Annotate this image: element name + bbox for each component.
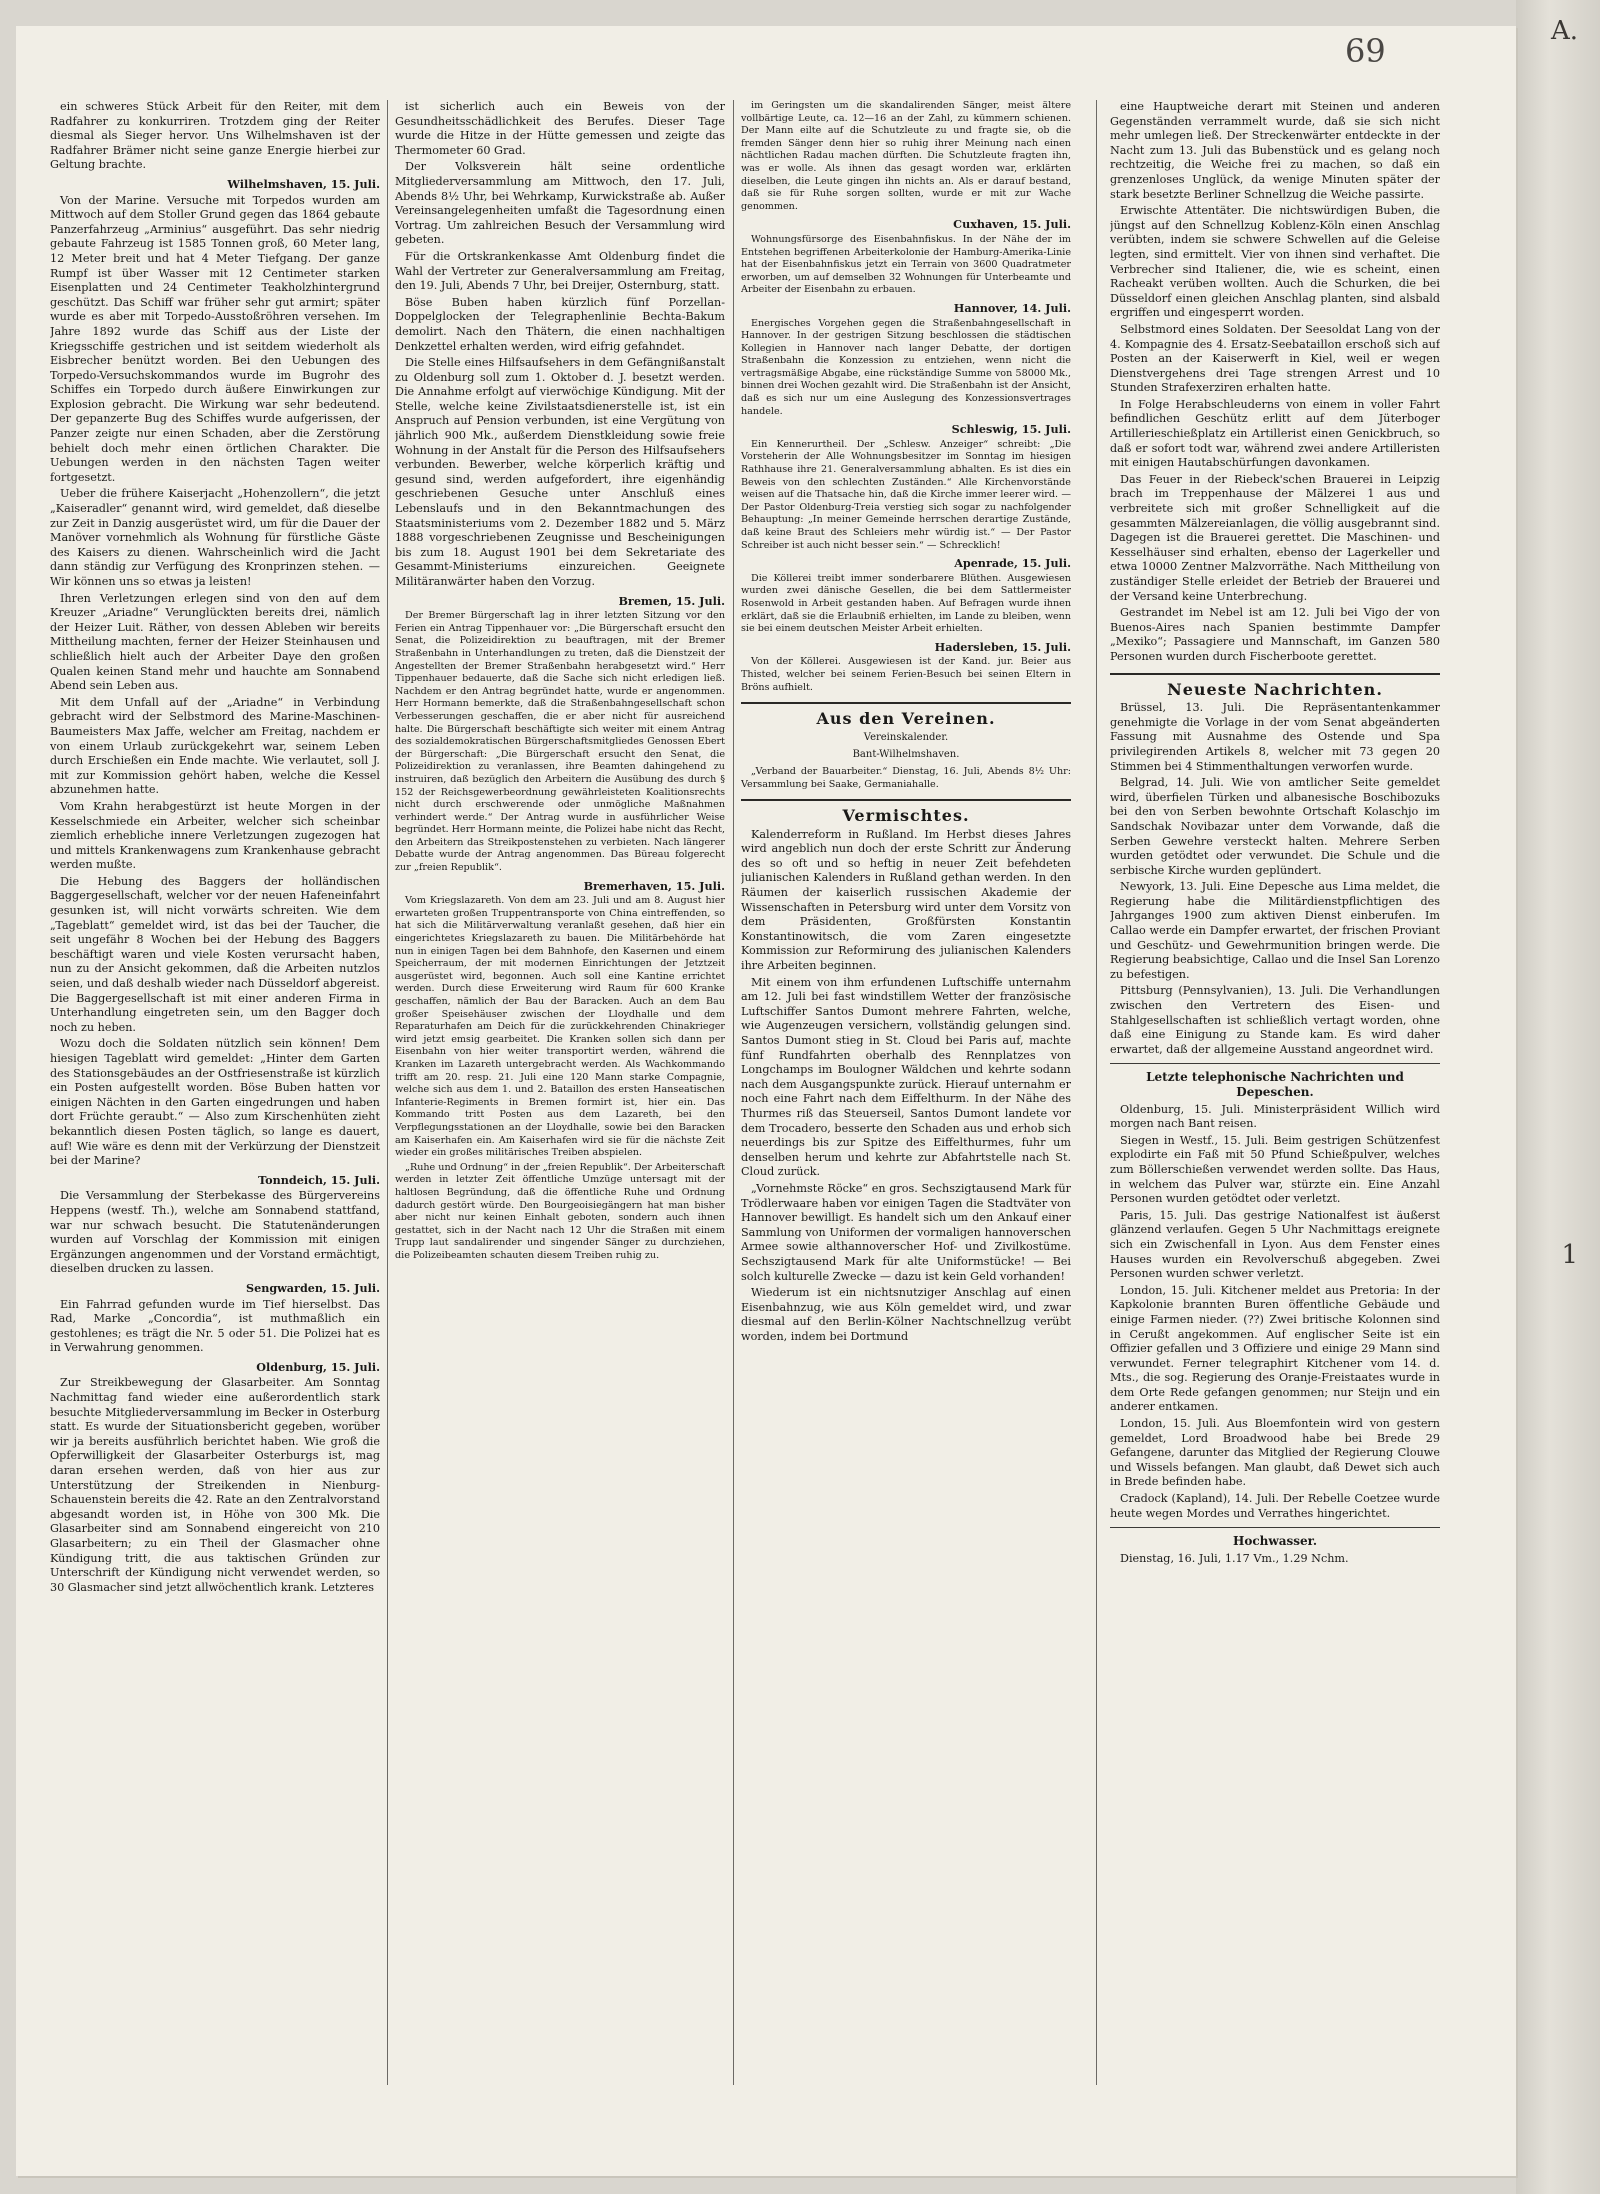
subheading: Bant-Wilhelmshaven.	[852, 749, 960, 761]
section-rule	[1110, 1527, 1440, 1528]
dateline: Oldenburg, 15. Juli.	[256, 1359, 380, 1374]
column-4	[1110, 100, 1440, 2085]
article-paragraph: „Ruhe und Ordnung“ in der „freien Republik“. Der Arbeiterschaft werden in letzter Zeit öffentliche Umzüge untersagt mit der haltlosen Begründung, daß die öffentliche Ruhe und Ordnung dadurch gestört würde. Den Bourgeoisiegängern hat man bisher aber nicht nur keinen Einhalt geboten, sondern auch ihnen gestattet, sich in der Nacht nach 12 Uhr die Straßen mit einem Trupp laut sandalirender und singender Sänger zu durchziehen, die Polizeibeamten schauten diesem Treiben ruhig zu.	[395, 1161, 725, 1261]
section-heading: Neueste Nachrichten.	[1167, 679, 1383, 699]
section-rule	[1110, 673, 1440, 675]
article-paragraph: Newyork, 13. Juli. Eine Depesche aus Lima meldet, die Regierung habe die Militärdienstpflichtigen des Jahrganges 1900 zum aktiven Dienst einberufen. Im Callao werde ein Dampfer erwartet, der frischen Proviant und Geschütz- und Gewehrmunition bringen werde. Die Regierung beabsichtige, Callao und die Insel San Lorenzo zu befestigen.	[1110, 880, 1440, 981]
article-paragraph: Gestrandet im Nebel ist am 12. Juli bei Vigo der von Buenos-Aires nach Spanien bestimmte Dampfer „Mexiko“; Passagiere und Mannschaft, im Ganzen 580 Personen wurden durch Fischerboote gerettet.	[1110, 606, 1440, 663]
column-divider	[1096, 100, 1097, 2085]
article-paragraph: Ein Fahrrad gefunden wurde im Tief hierselbst. Das Rad, Marke „Concordia“, ist muthmaßlich ein gestohlenes; es trägt die Nr. 5 oder 51. Die Polizei hat es in Verwahrung genommen.	[50, 1297, 380, 1355]
article-paragraph: Mit dem Unfall auf der „Ariadne“ in Verbindung gebracht wird der Selbstmord des Marine-Maschinen-Baumeisters Max Jaffe, welcher am Freitag, nachdem er von einem Urlaub zurückgekehrt war, seinem Leben durch Erschießen ein Ende machte. Wie verlautet, soll J. mit zur Kommission gehört haben, welche die Kessel abzunehmen hatte.	[50, 695, 380, 797]
article-paragraph: Böse Buben haben kürzlich fünf Porzellan-Doppelglocken der Telegraphenlinie Bechta-Bakum demolirt. Nach den Thätern, die einen nachhaltigen Denkzettel erhalten werden, wird eifrig gefahndet.	[395, 295, 725, 353]
page-number: 69	[1345, 32, 1386, 70]
column-2	[395, 100, 725, 2085]
article-paragraph: Oldenburg, 15. Juli. Ministerpräsident Willich wird morgen nach Bant reisen.	[1110, 1102, 1440, 1131]
article-paragraph: Ein Kennerurtheil. Der „Schlesw. Anzeiger“ schreibt: „Die Vorsteherin der Alle Wohnungsbesitzer im Sonntag im hiesigen Rathhause ihre 21. Generalversammlung abhalten. Es ist dies ein Beweis von den schlechten Zuständen.“ Alle Kirchenvorstände weisen auf die Thatsache hin, daß die Kirche immer leerer wird. — Der Pastor Oldenburg-Treia verstieg sich sogar zu nachfolgender Behauptung: „In meiner Gemeinde herrschen derartige Zustände, daß keine Braut des Schleiers mehr würdig ist.“ — Der Pastor Schreiber ist auch nicht besser sein.“ — Schrecklich!	[741, 438, 1071, 551]
section-heading: Vermischtes.	[842, 806, 970, 826]
dateline: Sengwarden, 15. Juli.	[246, 1280, 380, 1295]
article-paragraph: Wiederum ist ein nichtsnutziger Anschlag auf einen Eisenbahnzug, wie aus Köln gemeldet wird, und zwar diesmal auf den Berlin-Kölner Nachtschnellzug verübt worden, indem bei Dortmund	[741, 1286, 1071, 1343]
article-paragraph: Die Versammlung der Sterbekasse des Bürgervereins Heppens (westf. Th.), welche am Sonnabend stattfand, war nur schwach besucht. Die Statutenänderungen wurden auf Vorschlag der Kommission mit einigen Ergänzungen angenommen und der Vorstand ermächtigt, dieselben drucken zu lassen.	[50, 1189, 380, 1276]
article-paragraph: In Folge Herabschleuderns von einem in voller Fahrt befindlichen Geschütz erlitt auf dem Jüterboger Artillerieschießplatz ein Artillerist einen Genickbruch, so daß er sofort todt war, während zwei andere Artilleristen mit einigen Hautabschürfungen davonkamen.	[1110, 397, 1440, 470]
article-paragraph: Kalenderreform in Rußland. Im Herbst dieses Jahres wird angeblich nun doch der erste Schritt zur Änderung des so oft und so heftig in neuer Zeit befehdeten julianischen Kalenders in Rußland gethan werden. In den Räumen der kaiserlich russischen Akademie der Wissenschaften in Petersburg wird unter dem Vorsitz von dem Präsidenten, Großfürsten Konstantin Konstantinowitsch, die vom Zaren eingesetzte Kommission zur Reformirung des julianischen Kalenders ihre Arbeiten beginnen.	[741, 827, 1071, 973]
section-heading: Aus den Vereinen.	[816, 709, 996, 729]
article-paragraph: Für die Ortskrankenkasse Amt Oldenburg findet die Wahl der Vertreter zur Generalversammlung am Freitag, den 19. Juli, Abends 7 Uhr, bei Dreijer, Osternburg, statt.	[395, 249, 725, 293]
edge-mark-mid: 1	[1561, 1240, 1578, 1270]
subsection-heading: Hochwasser.	[1232, 1534, 1318, 1549]
article-paragraph: Der Bremer Bürgerschaft lag in ihrer letzten Sitzung vor den Ferien ein Antrag Tippenhauer vor: „Die Bürgerschaft ersucht den Senat, die Polizeidirektion zu beauftragen, mit der Bremer Straßenbahn in Unterhandlungen zu treten, daß die Dienstzeit der Angestellten der Bremer Straßenbahn herabgesetzt wird.“ Herr Tippenhauer bedauerte, daß die Sache sich nicht erledigen ließ. Nachdem er den Antrag begründet hatte, wurde er angenommen. Herr Hormann bemerkte, daß die Straßenbahngesellschaft schon Verbesserungen geschaffen, die er aber nicht für ausreichend halte. Die Bürgerschaft beschäftigte sich weiter mit einem Antrag des sozialdemokratischen Bürgerschaftsmitgliedes Genossen Ebert der Bürgerschaft: „Die Bürgerschaft ersucht den Senat, die Polizeidirektion zu veranlassen, ihre Beamten dahingehend zu instruiren, daß bezüglich den Arbeitern die Ausübung des durch § 152 der Reichsgewerbeordnung gewährleisteten Koalitionsrechts nicht durch erschwerende oder unmögliche Maßnahmen verhindert werde.“ Der Antrag wurde in ausführlicher Weise begründet. Herr Hormann meinte, die Polizei habe nicht das Recht, den Arbeitern das Streikpostenstehen zu verbieten. Nach längerer Debatte wurde der Antrag angenommen. Das Büreau folgerecht zur „freien Republik“.	[395, 610, 725, 874]
dateline: Schleswig, 15. Juli.	[951, 422, 1071, 437]
article-paragraph: Ihren Verletzungen erlegen sind von den auf dem Kreuzer „Ariadne“ Verunglückten bereits drei, nämlich der Heizer Luit. Räther, von dessen Ableben wir bereits Mittheilung machten, ferner der Heizer Steinhausen und schließlich hielt auch der Arbeiter Daye den großen Qualen keinen Stand mehr und hauchte am Sonnabend Abend sein Leben aus.	[50, 591, 380, 693]
article-paragraph: ein schweres Stück Arbeit für den Reiter, mit dem Radfahrer zu konkurriren. Trotzdem ging der Reiter diesmal als Sieger hervor. Uns Wilhelmshaven ist der Radfahrer Brämer nicht seine ganze Energie hierbei zur Geltung brachte.	[50, 100, 380, 172]
article-paragraph: „Verband der Bauarbeiter.“ Dienstag, 16. Juli, Abends 8½ Uhr: Versammlung bei Saake, Germaniahalle.	[741, 765, 1071, 790]
edge-mark-top: A.	[1550, 16, 1578, 46]
article-paragraph: Erwischte Attentäter. Die nichtswürdigen Buben, die jüngst auf den Schnellzug Koblenz-Köln einen Anschlag verübten, indem sie schwere Schwellen auf die Geleise legten, sind ermittelt. Vier von ihnen sind verhaftet. Die Verbrecher sind Italiener, die, wie es scheint, einen Racheakt verüben wollten. Auch die Schurken, die bei Düsseldorf einen gleichen Anschlag planten, sind alsbald ergriffen und eingesperrt worden.	[1110, 204, 1440, 320]
column-1	[50, 100, 380, 2085]
dateline: Tonndeich, 15. Juli.	[258, 1172, 380, 1187]
column-3	[741, 100, 1071, 2085]
article-paragraph: Die Hebung des Baggers der holländischen Baggergesellschaft, welcher vor der neuen Hafeneinfahrt gesunken ist, will nicht vorwärts schreiten. Wie dem „Tageblatt“ gemeldet wird, ist das bei der Taucher, die seit ungefähr 8 Wochen bei der Hebung des Baggers beschäftigt waren und viele Kosten verursacht haben, nun zu der Ansicht gekommen, daß die Arbeiten nutzlos seien, und daß deshalb wieder nach Düsseldorf abgereist. Die Baggergesellschaft ist mit einer anderen Firma in Unterhandlung eingetreten sein, um den Bagger doch noch zu heben.	[50, 874, 380, 1034]
article-paragraph: Mit einem von ihm erfundenen Luftschiffe unternahm am 12. Juli bei fast windstillem Wetter der französische Luftschiffer Santos Dumont mehrere Fahrten, welche, wie Augenzeugen versichern, vollständig gelungen sind. Santos Dumont stieg in St. Cloud bei Paris auf, machte fünf Rundfahrten oberhalb des Rennplatzes von Longchamps im Boulogner Wäldchen und kehrte sodann nach dem Ausgangspunkte zurück. Hierauf unternahm er noch eine Fahrt nach dem Eiffelthurm. In der Nähe des Thurmes riß das Steuerseil, Santos Dumont landete vor dem Trocadero, besserte den Schaden aus und erhob sich neuerdings bis zur Spitze des Eiffelthurmes, fuhr um denselben herum und kehrte zur Abfahrtstelle nach St. Cloud zurück.	[741, 975, 1071, 1179]
article-paragraph: „Vornehmste Röcke“ en gros. Sechszigtausend Mark für Trödlerwaare haben vor einigen Tagen die Stadtväter von Hannover bewilligt. Es handelt sich um den Ankauf einer Sammlung von Uniformen der vormaligen hannoverschen Armee sowie althannoverscher Hof- und Zivilkostüme. Sechszigtausend Mark für alte Uniformstücke! — Bei solch kulturelle Zwecke — dazu ist kein Geld vorhanden!	[741, 1181, 1071, 1283]
article-paragraph: im Geringsten um die skandalirenden Sänger, meist ältere vollbärtige Leute, ca. 12—16 an der Zahl, zu kümmern schienen. Der Mann eilte auf die Schutzleute zu und fragte sie, ob die fremden Sänger denn hier so ruhig ihrer Meinung nach einen nächtlichen Radau machen dürften. Die Schutzleute fragten ihn, was er wolle. Als ihnen das gesagt worden war, erklärten dieselben, die Leute gingen ihn nichts an. Als er darauf bestand, daß sie für Ruhe sorgen sollten, wurde er mit zur Wache genommen.	[741, 100, 1071, 212]
article-paragraph: Pittsburg (Pennsylvanien), 13. Juli. Die Verhandlungen zwischen den Vertretern des Eisen- und Stahlgesellschaften ist schließlich vertagt worden, ohne daß eine Einigung zu Stande kam. Es wird daher erwartet, daß der allgemeine Ausstand angeordnet wird.	[1110, 984, 1440, 1056]
article-paragraph: London, 15. Juli. Kitchener meldet aus Pretoria: In der Kapkolonie brannten Buren öffentliche Gebäude und einige Farmen nieder. (??) Zwei britische Kolonnen sind in Cerußt angekommen. Auf englischer Seite ist ein Offizier gefallen und 3 Offiziere und einige 29 Mann sind verwundet. Ferner telegraphirt Kitchener vom 14. d. Mts., die sog. Regierung des Oranje-Freistaates wurde in dem Orte Rede gefangen genommen; nur Steijn und ein anderer entkamen.	[1110, 1283, 1440, 1414]
article-paragraph: Wozu doch die Soldaten nützlich sein können! Dem hiesigen Tageblatt wird gemeldet: „Hinter dem Garten des Stationsgebäudes an der Ostfriesenstraße ist kürzlich ein Posten aufgestellt worden. Böse Buben hatten vor einigen Nächten in den Garten eingedrungen und haben dort Früchte geraubt.“ — Also zum Kirschenhüten zieht bekanntlich diesen Posten täglich, so lange es dauert, auf! Wie wäre es denn mit der Verkürzung der Dienstzeit bei der Marine?	[50, 1037, 380, 1168]
article-paragraph: Dienstag, 16. Juli, 1.17 Vm., 1.29 Nchm.	[1120, 1551, 1349, 1565]
page-edge	[1516, 0, 1600, 2194]
article-paragraph: ist sicherlich auch ein Beweis von der Gesundheitsschädlichkeit des Berufes. Dieser Tage wurde die Hitze in der Hütte gemessen und zeigte das Thermometer 60 Grad.	[395, 100, 725, 157]
subsection-heading: Letzte telephonische Nachrichten und Depeschen.	[1146, 1070, 1404, 1099]
article-paragraph: Zur Streikbewegung der Glasarbeiter. Am Sonntag Nachmittag fand wieder eine außerordentlich stark besuchte Mitgliederversammlung im Becker in Osterburg statt. Es wurde der Situationsbericht gegeben, worüber wir ja bereits ausführlich berichtet haben. Wie groß die Opferwilligkeit der Glasarbeiter Osterburgs ist, mag daran ersehen werden, daß von hier aus zur Unterstützung der Streikenden in Nienburg-Schauenstein bereits die 42. Rate an den Zentralvorstand abgesandt worden ist, in Höhe von 300 Mk. Die Glasarbeiter sind am Sonnabend eingereicht von 210 Glasarbeitern; zu ein Theil der Glasmacher ohne Kündigung tritt, die aus taktischen Gründen zur Unterschrift der Kündigung nicht verwendet werden, so 30 Glasmacher sind jetzt allwöchentlich krank. Letzteres	[50, 1376, 380, 1594]
article-paragraph: Siegen in Westf., 15. Juli. Beim gestrigen Schützenfest explodirte ein Faß mit 50 Pfund Schießpulver, welches zum Böllerschießen verwendet werden sollte. Das Haus, in welchem das Pulver war, stürzte ein. Eine Anzahl Personen wurden getödtet oder verletzt.	[1110, 1133, 1440, 1206]
article-paragraph: Belgrad, 14. Juli. Wie von amtlicher Seite gemeldet wird, überfielen Türken und albanesische Boschibozuks bei den von Serben bewohnte Ortschaft Kolaschjo im Sandschak Novibazar unter dem Vorwande, daß die Serben Gewehre versteckt halten. Mehrere Serben wurden getödtet oder verwundet. Die Schule und die serbische Kirche wurden geplündert.	[1110, 776, 1440, 877]
article-paragraph: Die Köllerei treibt immer sonderbarere Blüthen. Ausgewiesen wurden zwei dänische Gesellen, die bei dem Sattlermeister Rosenwold in Arbeit gestanden haben. Auf Befragen wurde ihnen erklärt, daß sie die Erlaubniß erhielten, im Lande zu bleiben, wenn sie bei einem deutschen Meister Arbeit erhielten.	[741, 572, 1071, 635]
article-paragraph: eine Hauptweiche derart mit Steinen und anderen Gegenständen verrammelt wurde, daß sie sich nicht mehr umlegen ließ. Der Streckenwärter entdeckte in der Nacht zum 13. Juli das Bubenstück und es gelang noch rechtzeitig, die Weiche frei zu machen, so daß ein grenzenloses Unglück, da wenige Minuten später der stark besetzte Berliner Schnellzug die Weiche passirte.	[1110, 100, 1440, 201]
subheading: Vereinskalender.	[863, 731, 949, 743]
dateline: Hadersleben, 15. Juli.	[934, 639, 1071, 654]
article-paragraph: Das Feuer in der Riebeck'schen Brauerei in Leipzig brach im Treppenhause der Mälzerei 1 aus und verbreitete sich mit großer Schnelligkeit auf die gesammten Mälzereianlagen, die völlig ausgebrannt sind. Dagegen ist die Brauerei gerettet. Die Maschinen- und Kesselhäuser sind erhalten, ebenso der Lagerkeller und etwa 10000 Zentner Malzvorräthe. Nach Mittheilung von zuständiger Stelle erleidet der Betrieb der Brauerei und der Versand keine Unterbrechung.	[1110, 472, 1440, 603]
article-paragraph: Selbstmord eines Soldaten. Der Seesoldat Lang von der 4. Kompagnie des 4. Ersatz-Seebataillon erschoß sich auf Posten an der Kaiserwerft in Kiel, weil er wegen Dienstvergehens drei Tage strengen Arrest und 10 Stunden Strafexerziren erhalten hatte.	[1110, 322, 1440, 395]
dateline: Bremerhaven, 15. Juli.	[583, 878, 725, 893]
dateline: Cuxhaven, 15. Juli.	[953, 217, 1071, 232]
dateline: Apenrade, 15. Juli.	[954, 556, 1071, 571]
article-paragraph: Paris, 15. Juli. Das gestrige Nationalfest ist äußerst glänzend verlaufen. Gegen 5 Uhr Nachmittags ereignete sich ein Zwischenfall in Lyon. Aus dem Fenster eines Hauses wurden ein Revolverschuß abgegeben. Zwei Personen wurden schwer verletzt.	[1110, 1208, 1440, 1281]
article-paragraph: Die Stelle eines Hilfsaufsehers in dem Gefängnißanstalt zu Oldenburg soll zum 1. Oktober d. J. besetzt werden. Die Annahme erfolgt auf vierwöchige Kündigung. Mit der Stelle, welche keine Zivilstaatsdienerstelle ist, ist ein Anspruch auf Pension verbunden, ist eine Vergütung von jährlich 900 Mk., außerdem Dienstkleidung sowie freie Wohnung in der Anstalt für die Person des Hilfsaufsehers verbunden. Bewerber, welche körperlich kräftig und gesund sind, werden aufgefordert, ihre eigenhändig geschriebenen Gesuche unter Anschluß eines Lebenslaufs und in den Bekanntmachungen des Staatsministeriums vom 2. Dezember 1882 und 5. März 1888 vorgeschriebenen Zeugnisse und Bescheinigungen bis zum 18. August 1901 bei dem Sekretariate des Gesammt-Ministeriums einzureichen. Geeignete Militäranwärter haben den Vorzug.	[395, 356, 725, 588]
section-rule	[741, 799, 1071, 801]
section-rule	[1110, 1063, 1440, 1064]
article-paragraph: London, 15. Juli. Aus Bloemfontein wird von gestern gemeldet, Lord Broadwood habe bei Brede 29 Gefangene, darunter das Mitglied der Regierung Clouwe und Wissels befangen. Man glaubt, daß Dewet sich auch in Brede befinden habe.	[1110, 1417, 1440, 1489]
article-paragraph: Ueber die frühere Kaiserjacht „Hohenzollern“, die jetzt „Kaiseradler“ genannt wird, wird gemeldet, daß dieselbe zur Zeit in Danzig ausgerüstet wird, um für die Dauer der Manöver vornehmlich als Wohnung für fürstliche Gäste des Kaisers zu dienen. Wahrscheinlich wird die Jacht dann ständig zur Verfügung des Kronprinzen stehen. — Wir können uns so etwas ja leisten!	[50, 487, 380, 588]
columns	[50, 100, 1445, 2085]
article-paragraph: Cradock (Kapland), 14. Juli. Der Rebelle Coetzee wurde heute wegen Mordes und Verrathes hingerichtet.	[1110, 1492, 1440, 1520]
column-divider	[387, 100, 388, 2085]
dateline: Wilhelmshaven, 15. Juli.	[227, 176, 380, 191]
article-paragraph: Brüssel, 13. Juli. Die Repräsentantenkammer genehmigte die Vorlage in der vom Senat abgeänderten Fassung mit Ausnahme des Ostende und Spa privilegirenden Artikels 8, welcher mit 73 gegen 20 Stimmen bei 4 Stimmenthaltungen verworfen wurde.	[1110, 701, 1440, 773]
article-paragraph: Der Volksverein hält seine ordentliche Mitgliederversammlung am Mittwoch, den 17. Juli, Abends 8½ Uhr, bei Wehrkamp, Kurwickstraße ab. Außer Vereinsangelegenheiten umfaßt die Tagesordnung einen Vortrag. Um zahlreichen Besuch der Versammlung wird gebeten.	[395, 160, 725, 247]
article-paragraph: Vom Krahn herabgestürzt ist heute Morgen in der Kesselschmiede ein Arbeiter, welcher sich scheinbar ziemlich erhebliche innere Verletzungen zugezogen hat und mittels Krankenwagens zum Krankenhause gebracht werden mußte.	[50, 799, 380, 872]
article-paragraph: Von der Köllerei. Ausgewiesen ist der Kand. jur. Beier aus Thisted, welcher bei seinem Ferien-Besuch bei seinen Eltern in Bröns aufhielt.	[741, 656, 1071, 693]
article-paragraph: Wohnungsfürsorge des Eisenbahnfiskus. In der Nähe der im Entstehen begriffenen Arbeiterkolonie der Hamburg-Amerika-Linie hat der Eisenbahnfiskus jetzt ein Terrain von 3600 Quadratmeter erworben, um auf demselben 32 Wohnungen für Unterbeamte und Arbeiter der Eisenbahn zu erbauen.	[741, 233, 1071, 296]
article-paragraph: Energisches Vorgehen gegen die Straßenbahngesellschaft in Hannover. In der gestrigen Sitzung beschlossen die städtischen Kollegien in Hannover nach langer Debatte, der dortigen Straßenbahn die Konzession zu entziehen, wenn nicht die vertragsmäßige Abgabe, eine rückständige Summe von 58000 Mk., binnen drei Wochen gezahlt wird. Die Straßenbahn ist der Ansicht, daß es sich nur um eine Auslegung des Konzessionsvertrages handele.	[741, 317, 1071, 417]
section-rule	[741, 702, 1071, 704]
article-paragraph: Vom Kriegslazareth. Von dem am 23. Juli und am 8. August hier erwarteten großen Truppentransporte von China eintreffenden, so hat sich die Militärverwaltung veranlaßt gesehen, daß hier ein eingerichtetes Kriegslazareth zu bauen. Die Militärbehörde hat nun in einigen Tagen bei dem Bahnhofe, den Kasernen und einem Speicherraum, der mit modernen Einrichtungen der Jetztzeit ausgerüstet wird, begonnen. Auch soll eine Kantine errichtet werden. Durch diese Erweiterung wird Raum für 600 Kranke geschaffen, nämlich der Bau der Baracken. Auch an dem Bau großer Speisehäuser zwischen der Lloydhalle und dem Reparaturhafen am Deich für die zurückkehrenden Chinakrieger wird jetzt emsig gearbeitet. Die Kranken sollen sich dann per Eisenbahn von hier weiter transportirt werden, während die Kranken im Lazareth untergebracht werden. Als Wachkommando trifft am 20. resp. 21. Juli eine 120 Mann starke Compagnie, welche sich aus dem 1. und 2. Bataillon des ersten Hanseatischen Infanterie-Regiments in Bremen formirt ist, hier ein. Das Kommando tritt Posten aus dem Lazareth, bei den Verpflegungsstationen an der Lloydhalle, sowie bei den Baracken am Kaiserhafen ein. Am Kaiserhafen wird sie für die nächste Zeit wieder ein großes militärisches Treiben abspielen.	[395, 895, 725, 1159]
article-paragraph: Von der Marine. Versuche mit Torpedos wurden am Mittwoch auf dem Stoller Grund gegen das 1864 gebaute Panzerfahrzeug „Arminius“ ausgeführt. Das sehr niedrig gebaute Fahrzeug ist 1585 Tonnen groß, 60 Meter lang, 12 Meter breit und hat 4 Meter Tiefgang. Der ganze Rumpf ist über Wasser mit 12 Centimeter starken Eisenplatten und 24 Centimeter Teakholzhintergrund geschützt. Das Schiff war früher sehr gut armirt; später wurde es aber mit Torpedo-Ausstoßröhren versehen. Im Jahre 1892 wurde das Schiff aus der Liste der Kriegsschiffe gestrichen und ist seitdem wiederholt als Eisbrecher benützt worden. Bei den Uebungen des Torpedo-Versuchskommandos wurde im Bugrohr des Schiffes ein Torpedo durch äußere Einwirkungen zur Explosion gebracht. Die Wirkung war sehr bedeutend. Der gepanzerte Bug des Schiffes wurde aufgerissen, der Panzer zeigte nur einen Schaden, aber die Zerstörung behielt doch mehr einen örtlichen Charakter. Die Uebungen werden in den nächsten Tagen weiter fortgesetzt.	[50, 193, 380, 484]
dateline: Hannover, 14. Juli.	[953, 300, 1071, 315]
dateline: Bremen, 15. Juli.	[618, 593, 725, 608]
column-divider	[733, 100, 734, 2085]
